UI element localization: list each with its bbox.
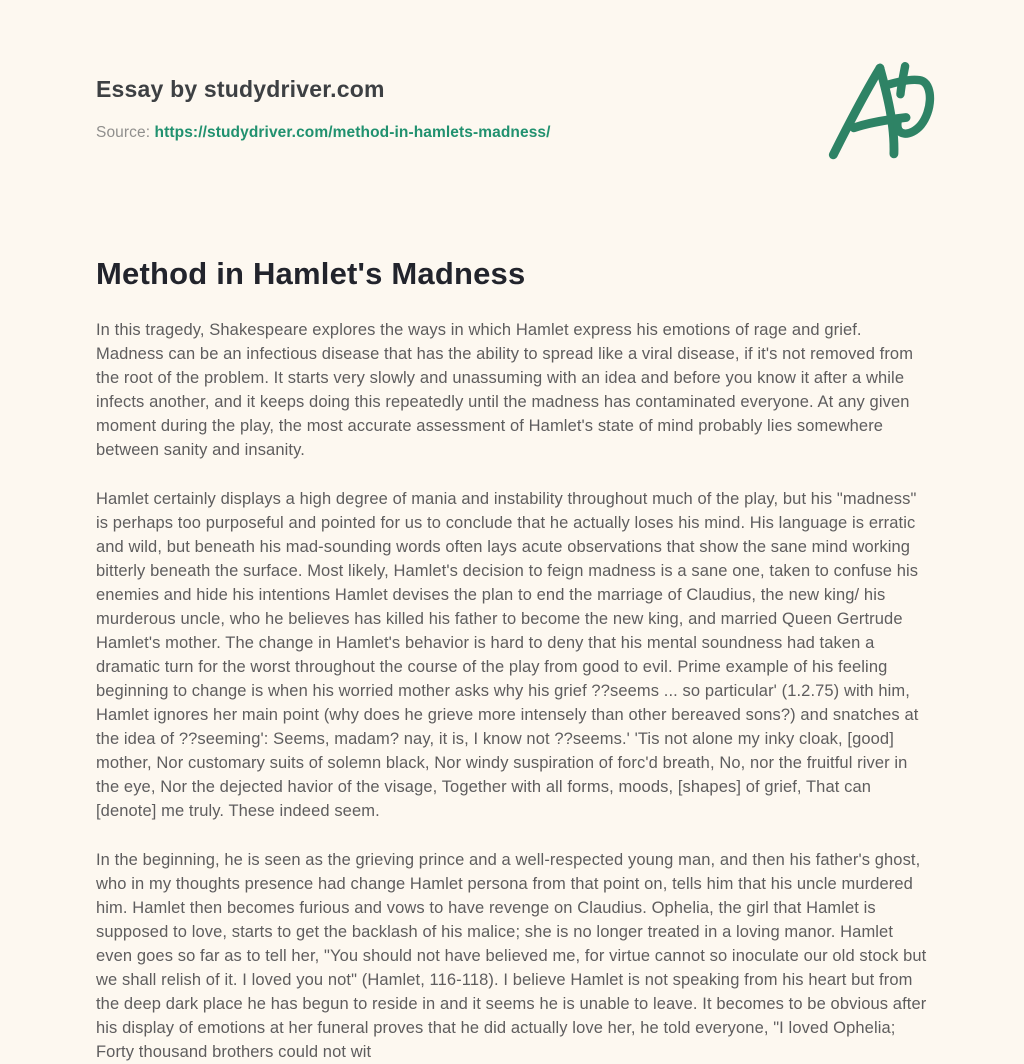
a-plus-logo-icon bbox=[818, 56, 940, 166]
source-link[interactable]: https://studydriver.com/method-in-hamlets-madness/ bbox=[154, 124, 551, 141]
source-row bbox=[96, 124, 928, 142]
page-header bbox=[96, 76, 928, 142]
essay-paragraph-1: In this tragedy, Shakespeare explores the ways in which Hamlet express his emotions of rage and grief. Madness can be an infectious disease that has the ability to spread like a viral disease, if it's not removed from the root of the problem. It starts very slowly and unassuming with an idea and before you know it after a while infects another, and it keeps doing this repeatedly until the madness has contaminated everyone. At any given moment during the play, the most accurate assessment of Hamlet's state of mind probably lies somewhere between sanity and insanity. bbox=[96, 321, 914, 459]
essay-paragraph-2: Hamlet certainly displays a high degree of mania and instability throughout much of the play, but his "madness" is perhaps too purposeful and pointed for us to conclude that he actually loses his mind. His language is erratic and wild, but beneath his mad-sounding words often lays acute observations that show the sane mind working bitterly beneath the surface. Most likely, Hamlet's decision to feign madness is a sane one, taken to confuse his enemies and hide his intentions Hamlet devises the plan to end the marriage of Claudius, the new king/ his murderous uncle, who he believes has killed his father to become the new king, and married Queen Gertrude Hamlet's mother. The change in Hamlet's behavior is hard to deny that his mental soundness had taken a dramatic turn for the worst throughout the course of the play from good to evil. Prime example of his feeling beginning to change is when his worried mother asks why his grief ??seems ... so particular' (1.2.75) with him, Hamlet ignores her main point (why does he grieve more intensely than other bereaved sons?) and snatches at the idea of ??seeming': Seems, madam? nay, it is, I know not ??seems.' 'Tis not alone my inky cloak, [good] mother, Nor customary suits of solemn black, Nor windy suspiration of forc'd breath, No, nor the fruitful river in the eye, Nor the dejected havior of the visage, Together with all forms, moods, [shapes] of grief, That can [denote] me truly. These indeed seem. bbox=[96, 490, 919, 820]
source-label: Source: bbox=[96, 124, 151, 141]
essay-content bbox=[96, 256, 928, 1064]
byline: Essay by studydriver.com bbox=[96, 76, 385, 102]
essay-title: Method in Hamlet's Madness bbox=[96, 256, 526, 291]
essay-paragraph-3: In the beginning, he is seen as the grieving prince and a well-respected young man, and then his father's ghost, who in my thoughts presence had change Hamlet persona from that point on, tells him that his uncle murdered him. Hamlet then becomes furious and vows to have revenge on Claudius. Ophelia, the girl that Hamlet is supposed to love, starts to get the backlash of his malice; she is no longer treated in a loving manor. Hamlet even goes so far as to tell her, "You should not have believed me, for virtue cannot so inoculate our old stock but we shall relish of it. I loved you not" (Hamlet, 116-118). I believe Hamlet is not speaking from his heart but from the deep dark place he has begun to reside in and it seems he is unable to leave. It becomes to be obvious after his display of emotions at her funeral proves that he did actually love her, he told everyone, "I loved Ophelia; Forty thousand brothers could not wit bbox=[96, 851, 927, 1061]
studydriver-logo bbox=[818, 56, 940, 166]
logo-a-left-leg bbox=[833, 68, 880, 155]
